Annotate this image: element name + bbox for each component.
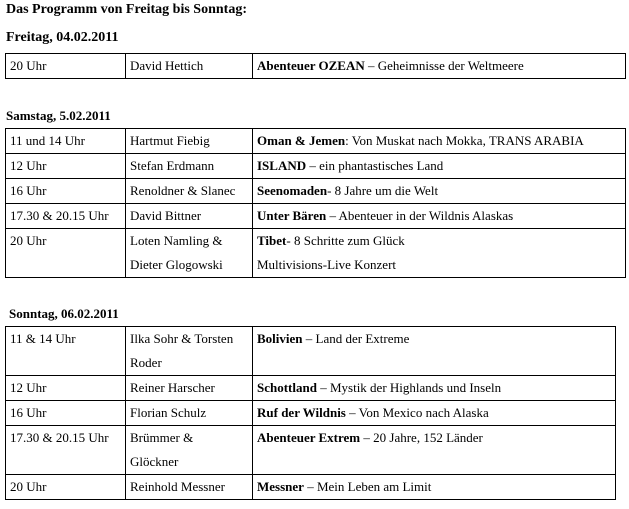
topic-title: Abenteuer Extrem: [257, 430, 361, 445]
topic-title: Ruf der Wildnis: [257, 405, 346, 420]
topic-line: [257, 376, 611, 400]
topic-subtitle: – Abenteuer in der Wildnis Alaskas: [326, 208, 514, 223]
time-cell: 11 & 14 Uhr: [6, 327, 126, 376]
time-cell: 16 Uhr: [6, 179, 126, 204]
time-cell: 12 Uhr: [6, 376, 126, 401]
time-cell: 17.30 & 20.15 Uhr: [6, 426, 126, 475]
topic-line: [257, 229, 621, 253]
table-row: [6, 154, 626, 179]
speaker-line: Florian Schulz: [130, 405, 207, 420]
time-cell: 11 und 14 Uhr: [6, 129, 126, 154]
topic-subtitle: : Von Muskat nach Mokka, TRANS ARABIA: [345, 133, 584, 148]
day-heading-friday: Freitag, 04.02.2011: [6, 30, 119, 45]
topic-cell: [253, 327, 616, 376]
topic-subtitle: – Mein Leben am Limit: [303, 479, 432, 494]
time-cell: 20 Uhr: [6, 229, 126, 278]
topic-subtitle: – Von Mexico nach Alaska: [345, 405, 489, 420]
schedule-table-saturday: [5, 128, 626, 278]
table-row: [6, 327, 616, 376]
speaker-line: David Hettich: [130, 58, 204, 73]
page-title: Das Programm von Freitag bis Sonntag:: [6, 2, 247, 17]
topic-title: Abenteuer OZEAN: [257, 58, 365, 73]
table-row: [6, 475, 616, 500]
topic-title: Messner: [257, 479, 304, 494]
topic-subtitle: – 20 Jahre, 152 Länder: [360, 430, 483, 445]
speaker-line: Hartmut Fiebig: [130, 133, 210, 148]
speaker-cell: [126, 179, 253, 204]
speaker-line: Glöckner: [130, 454, 179, 469]
topic-title: Seenomaden: [257, 183, 328, 198]
table-row: [6, 401, 616, 426]
speaker-line: David Bittner: [130, 208, 202, 223]
speaker-line: Reinhold Messner: [130, 479, 225, 494]
topic-title: Tibet: [257, 233, 287, 248]
table-row: [6, 54, 626, 79]
speaker-cell: [126, 129, 253, 154]
time-cell: 20 Uhr: [6, 54, 126, 79]
time-cell: 17.30 & 20.15 Uhr: [6, 204, 126, 229]
speaker-cell: [126, 327, 253, 376]
speaker-line: Ilka Sohr & Torsten: [130, 331, 234, 346]
time-cell: 12 Uhr: [6, 154, 126, 179]
topic-title: ISLAND: [257, 158, 307, 173]
topic-line: [257, 154, 621, 178]
time-cell: 20 Uhr: [6, 475, 126, 500]
topic-subtitle: - 8 Jahre um die Welt: [327, 183, 439, 198]
table-row: [6, 229, 626, 278]
topic-line: [257, 401, 611, 425]
topic-line: [257, 204, 621, 228]
topic-cell: [253, 179, 626, 204]
speaker-line: Loten Namling &: [130, 233, 223, 248]
topic-line: [257, 54, 621, 78]
topic-extra-line: Multivisions-Live Konzert: [257, 257, 397, 272]
speaker-line: Brümmer &: [130, 430, 194, 445]
topic-title: Oman & Jemen: [257, 133, 346, 148]
speaker-cell: [126, 475, 253, 500]
topic-title: Schottland: [257, 380, 317, 395]
topic-cell: [253, 204, 626, 229]
topic-cell: [253, 54, 626, 79]
table-row: [6, 129, 626, 154]
topic-line: [257, 327, 611, 351]
table-row: [6, 179, 626, 204]
topic-title: Unter Bären: [257, 208, 327, 223]
day-heading-sunday: Sonntag, 06.02.2011: [9, 306, 119, 321]
topic-cell: [253, 376, 616, 401]
speaker-cell: [126, 154, 253, 179]
schedule-table-friday: [5, 53, 626, 79]
speaker-cell: [126, 376, 253, 401]
topic-cell: [253, 154, 626, 179]
topic-cell: [253, 401, 616, 426]
speaker-cell: [126, 204, 253, 229]
topic-subtitle: – Geheimnisse der Weltmeere: [364, 58, 524, 73]
topic-line: [257, 179, 621, 203]
speaker-line: Renoldner & Slanec: [130, 183, 236, 198]
time-cell: 16 Uhr: [6, 401, 126, 426]
speaker-line: Dieter Glogowski: [130, 257, 223, 272]
topic-subtitle: – Mystik der Highlands und Inseln: [316, 380, 502, 395]
speaker-line: Roder: [130, 355, 162, 370]
topic-cell: [253, 475, 616, 500]
topic-line: [257, 475, 611, 499]
topic-subtitle: - 8 Schritte zum Glück: [286, 233, 405, 248]
day-heading-saturday: Samstag, 5.02.2011: [6, 108, 111, 123]
topic-cell: [253, 426, 616, 475]
topic-cell: [253, 129, 626, 154]
schedule-table-sunday: [5, 326, 616, 500]
speaker-cell: [126, 426, 253, 475]
speaker-cell: [126, 54, 253, 79]
topic-line: [257, 426, 611, 450]
topic-subtitle: – ein phantastisches Land: [306, 158, 444, 173]
speaker-line: Reiner Harscher: [130, 380, 215, 395]
topic-cell: [253, 229, 626, 278]
speaker-cell: [126, 229, 253, 278]
table-row: [6, 426, 616, 475]
topic-subtitle: – Land der Extreme: [302, 331, 410, 346]
speaker-line: Stefan Erdmann: [130, 158, 215, 173]
topic-line: [257, 129, 621, 153]
table-row: [6, 376, 616, 401]
speaker-cell: [126, 401, 253, 426]
table-row: [6, 204, 626, 229]
topic-title: Bolivien: [257, 331, 303, 346]
